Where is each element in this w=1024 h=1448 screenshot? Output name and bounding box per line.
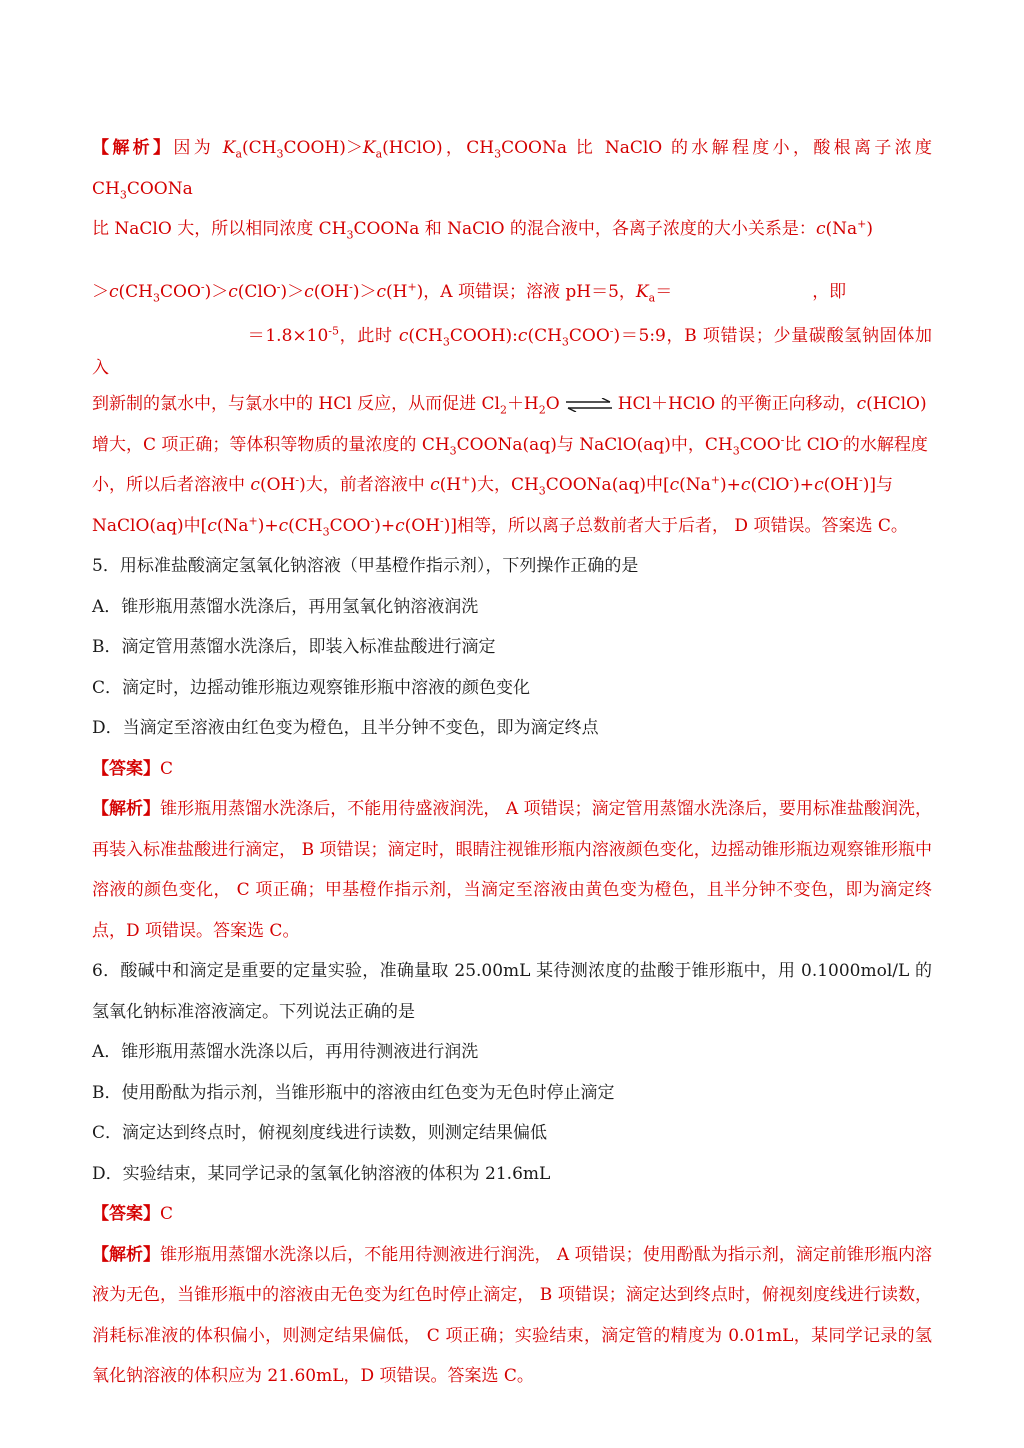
question-5-option-d: D．当滴定至溶液由红色变为橙色，且半分钟不变色，即为滴定终点: [92, 718, 599, 738]
question-5-option-b: B．滴定管用蒸馏水洗涤后，即装入标准盐酸进行滴定: [92, 637, 496, 657]
analysis-q4-line-1: 【解析】因为 $K_a(CH_3COOH)>K_a(HClO)$，$CH_3COONa$ 比 NaClO 的水解程度小，酸根离子浓度 $CH_3COONa$: [92, 138, 933, 201]
question-6-option-b: B．使用酚酞为指示剂，当锥形瓶中的溶液由红色变为无色时停止滴定: [92, 1082, 615, 1103]
question-6-stem: 6．酸碱中和滴定是重要的定量实验，准确量取 25.00mL 某待测浓度的盐酸于锥形瓶中，用 0.1000mol/L 的氢氧化钠标准溶液滴定。下列说法正确的是: [92, 961, 932, 1022]
analysis-q4-line-8: NaClO(aq)中$[c(Na^+)+c(CH_3COO^-)+c(OH^-)]$相等，所以离子总数前者大于后者， D 项错误。答案选 C。: [92, 513, 908, 538]
analysis-q4-line-5: 到新制的氯水中，与氯水中的 HCl 反应，从而促进 $Cl_2+H_2O$ HCl＋HClO 的平衡正向移动，c(HClO): [92, 394, 927, 417]
formula-gap: [92, 250, 932, 272]
question-6-analysis: 【解析】锥形瓶用蒸馏水洗涤以后，不能用待测液进行润洗， A 项错误；使用酚酞为指示剂，滴定前锥形瓶内溶液为无色，当锥形瓶中的溶液由无色变为红色时停止滴定， B 项错误；滴定达到终点时，俯视刻度线进行读数，消耗标准液的体积偏小，则测定结果偏低， C 项正确；实验结束，滴定管的精度为 0.01mL，某同学记录的氢氧化钠溶液的体积应为 21.60mL，D 项错误。答案选 C。: [92, 1244, 932, 1386]
formula-gap-2: [92, 312, 932, 320]
question-6-answer-value: C: [160, 1204, 174, 1224]
question-5-option-a: A．锥形瓶用蒸馏水洗涤后，再用氢氧化钠溶液润洗: [92, 596, 479, 617]
analysis-q4: [92, 128, 932, 546]
question-6-option-d: D．实验结束，某同学记录的氢氧化钠溶液的体积为 21.6mL: [92, 1163, 551, 1184]
question-5-analysis: 【解析】锥形瓶用蒸馏水洗涤后，不能用待盛液润洗， A 项错误；滴定管用蒸馏水洗涤后，要用标准盐酸润洗，再装入标准盐酸进行滴定， B 项错误；滴定时，眼睛注视锥形瓶内溶液颜色变化，边摇动锥形瓶边观察锥形瓶中溶液的颜色变化， C 项正确；甲基橙作指示剂，当滴定至溶液由黄色变为橙色，且半分钟不变色，即为滴定终点，D 项错误。答案选 C。: [92, 799, 932, 941]
analysis-q4-line-2: 比 NaClO 大，所以相同浓度 $CH_3COONa$ 和 NaClO 的混合液中，各离子浓度的大小关系是：c(Na+): [92, 217, 873, 242]
question-6-option-a: A．锥形瓶用蒸馏水洗涤以后，再用待测液进行润洗: [92, 1042, 479, 1062]
analysis-q4-line-6: 增大，C 项正确；等体积等物质的量浓度的 $CH_3COONa(aq)$与 NaClO(aq)中，$CH_3COO^-$比 ClO-的水解程度: [92, 432, 928, 457]
question-6: [92, 951, 932, 1194]
question-5-option-c: C．滴定时，边摇动锥形瓶边观察锥形瓶中溶液的颜色变化: [92, 677, 531, 698]
analysis-label: 【解析】: [92, 138, 174, 158]
question-6-answer: 【答案】C: [92, 1204, 174, 1224]
question-5-stem: 5．用标准盐酸滴定氢氧化钠溶液（甲基橙作指示剂），下列操作正确的是: [92, 556, 639, 576]
question-6-option-c: C．滴定达到终点时，俯视刻度线进行读数，则测定结果偏低: [92, 1123, 548, 1143]
question-5-answer-value: C: [160, 758, 174, 779]
analysis-q4-line-7: 小，所以后者溶液中 c(OH-)大，前者溶液中 c(H+)大，$CH_3COONa(aq)$中[c(Na+)+c(ClO-)+c(OH-)]与: [92, 473, 893, 498]
question-5: [92, 546, 932, 749]
equilibrium-arrow-icon: [564, 398, 614, 412]
analysis-q4-line-3: $>c(CH_3COO^-)>c(ClO^-)>c(OH^-)>c(H^+)$，A 项错误；溶液 pH＝5，$K_a=$ ，即: [92, 279, 847, 304]
question-5-answer: 【答案】C: [92, 758, 174, 779]
analysis-q4-line-4: $=1.8\times 10^{-5}$，此时 $c(CH_3COOH):c(CH_3COO^-)=5:9$，B 项错误；少量碳酸氢钠固体加入: [92, 324, 933, 378]
